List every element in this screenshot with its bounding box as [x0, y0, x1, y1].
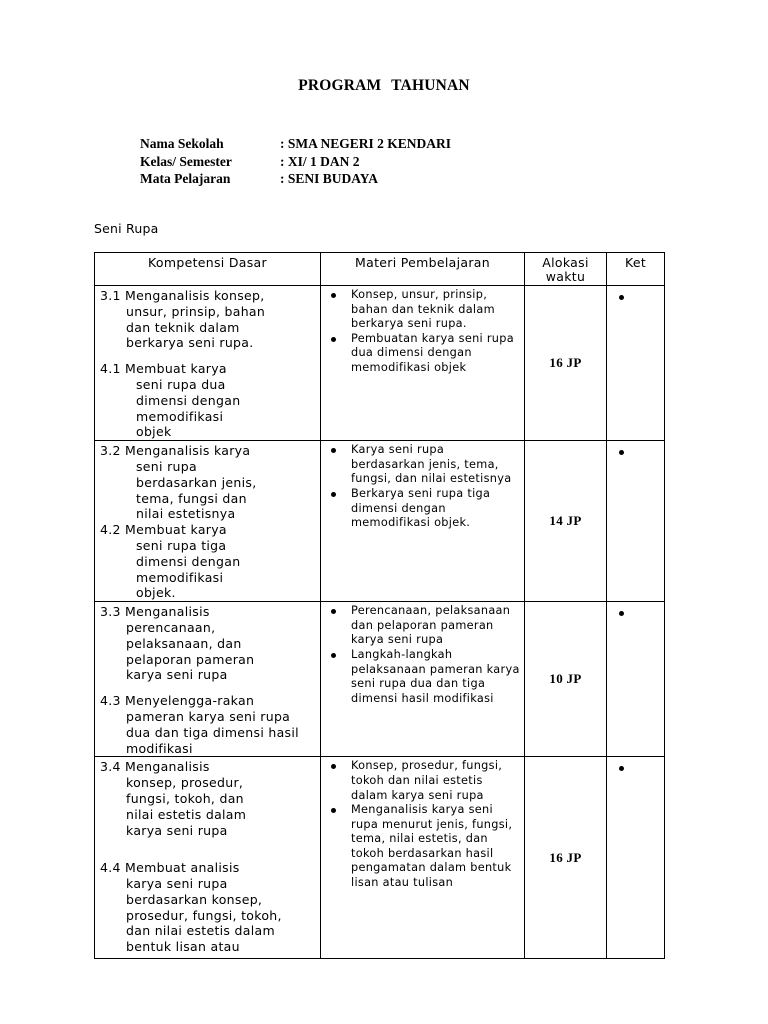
kd-line: memodifikasi [136, 569, 224, 585]
kd-line: pelaksanaan, dan [126, 635, 242, 651]
bullet-icon [619, 611, 624, 616]
header-alokasi [525, 253, 607, 286]
ket-cell [607, 441, 665, 602]
kd-line: bentuk lisan atau [126, 939, 240, 955]
bullet-icon [619, 295, 624, 300]
table-row [95, 757, 665, 959]
kd-line: dimensi dengan [136, 553, 241, 569]
kd-line: objek [136, 424, 172, 440]
kd-cell [95, 757, 321, 959]
ket-cell [607, 286, 665, 441]
kd-line: karya seni rupa [126, 822, 228, 838]
kd-line: dua dan tiga dimensi hasil [126, 724, 299, 740]
kd-line: 3.4 Menganalisis [100, 759, 210, 775]
kd-line: 4.3 Menyelenggа-rakan [100, 693, 255, 709]
info-row-class [140, 153, 451, 171]
materi-cell [321, 441, 525, 602]
header-ket: Ket [607, 253, 665, 286]
page-title: PROGRAM TAHUNAN [298, 77, 470, 94]
table-row [95, 602, 665, 757]
materi-item: Menganalisis karya seni rupa menurut jenis, fungsi, tema, nilai estetis, dan tokoh berdasarkan hasil pengamatan dalam bentuk lisan atau tulisan [325, 803, 520, 891]
kd-line: pelaporan pameran [126, 651, 255, 667]
kd-line: berkarya seni rupa. [126, 335, 254, 351]
kd-line: seni rupa dua [136, 376, 226, 392]
materi-item: Konsep, unsur, prinsip, bahan dan teknik dalam berkarya seni rupa. [325, 288, 520, 332]
kd-line: unsur, prinsip, bahan [126, 303, 266, 319]
kd-line: tema, fungsi dan [136, 490, 247, 506]
table-header-row [95, 253, 665, 286]
document-info [140, 135, 451, 188]
alokasi-cell: 10 JP [525, 602, 607, 757]
header-kompetensi: Kompetensi Dasar [95, 253, 321, 286]
kd-line: dimensi dengan [136, 392, 241, 408]
info-label: Nama Sekolah [140, 136, 224, 151]
bullet-icon [619, 450, 624, 455]
kd-line: memodifikasi [136, 408, 224, 424]
kd-line: karya seni rupa [126, 876, 228, 892]
ket-cell [607, 757, 665, 959]
kd-cell [95, 441, 321, 602]
kd-line: 4.4 Membuat analisis [100, 860, 240, 876]
info-value: : SENI BUDAYA [280, 171, 379, 186]
materi-cell [321, 286, 525, 441]
table-row [95, 286, 665, 441]
kd-line: objek. [136, 585, 176, 601]
info-value: : XI/ 1 DAN 2 [280, 153, 360, 169]
header-materi: Materi Pembelajaran [321, 253, 525, 286]
kd-line: berdasarkan konsep, [126, 891, 263, 907]
materi-item: Perencanaan, pelaksanaan dan pelaporan pameran karya seni rupa [325, 604, 520, 648]
kd-line: pameran karya seni rupa [126, 708, 291, 724]
program-table [94, 252, 665, 959]
materi-cell [321, 602, 525, 757]
kd-cell [95, 286, 321, 441]
kd-line: perencanaan, [126, 619, 216, 635]
kd-line: 3.3 Menganalisis [100, 604, 210, 620]
materi-item: Konsep, prosedur, fungsi, tokoh dan nilai estetis dalam karya seni rupa [325, 759, 520, 803]
materi-item: Karya seni rupa berdasarkan jenis, tema, fungsi, dan nilai estetisnya [325, 443, 520, 487]
ket-cell [607, 602, 665, 757]
kd-line: modifikasi [126, 740, 193, 756]
kd-line: 4.1 Membuat karya [100, 361, 227, 377]
kd-line: berdasarkan jenis, [136, 474, 257, 490]
info-label: Kelas/ Semester [140, 153, 232, 169]
materi-item: Langkah-langkah pelaksanaan pameran karya seni rupa dua dan tiga dimensi hasil modifikasi [325, 648, 520, 706]
kd-line: 4.2 Membuat karya [100, 522, 227, 538]
header-alokasi-line1: Alokasi [542, 255, 589, 270]
kd-line: seni rupa tiga [136, 537, 227, 553]
kd-line: nilai estetis dalam [126, 806, 247, 822]
materi-cell [321, 757, 525, 959]
alokasi-cell: 16 JP [525, 757, 607, 959]
kd-cell [95, 602, 321, 757]
kd-line: nilai estetisnya [136, 506, 236, 522]
materi-item: Pembuatan karya seni rupa dua dimensi dengan memodifikasi objek [325, 332, 520, 376]
table-row [95, 441, 665, 602]
kd-line: fungsi, tokoh, dan [126, 790, 244, 806]
kd-line: prosedur, fungsi, tokoh, [126, 907, 282, 923]
alokasi-cell: 14 JP [525, 441, 607, 602]
kd-line: 3.1 Menganalisis konsep, [100, 288, 265, 303]
kd-line: dan teknik dalam [126, 319, 240, 335]
info-label: Mata Pelajaran [140, 171, 231, 186]
info-value: : SMA NEGERI 2 KENDARI [280, 136, 452, 151]
alokasi-cell: 16 JP [525, 286, 607, 441]
info-row-subject [140, 170, 451, 188]
kd-line: konsep, prosedur, [126, 775, 244, 791]
section-label: Seni Rupa [94, 221, 159, 236]
info-row-school [140, 135, 451, 153]
kd-line: 3.2 Menganalisis karya [100, 443, 251, 459]
materi-item: Berkarya seni rupa tiga dimensi dengan memodifikasi objek. [325, 487, 520, 531]
kd-line: karya seni rupa [126, 667, 228, 683]
kd-line: dan nilai estetis dalam [126, 923, 275, 939]
bullet-icon [619, 766, 624, 771]
header-alokasi-line2: waktu [545, 269, 586, 284]
kd-line: seni rupa [136, 458, 197, 474]
